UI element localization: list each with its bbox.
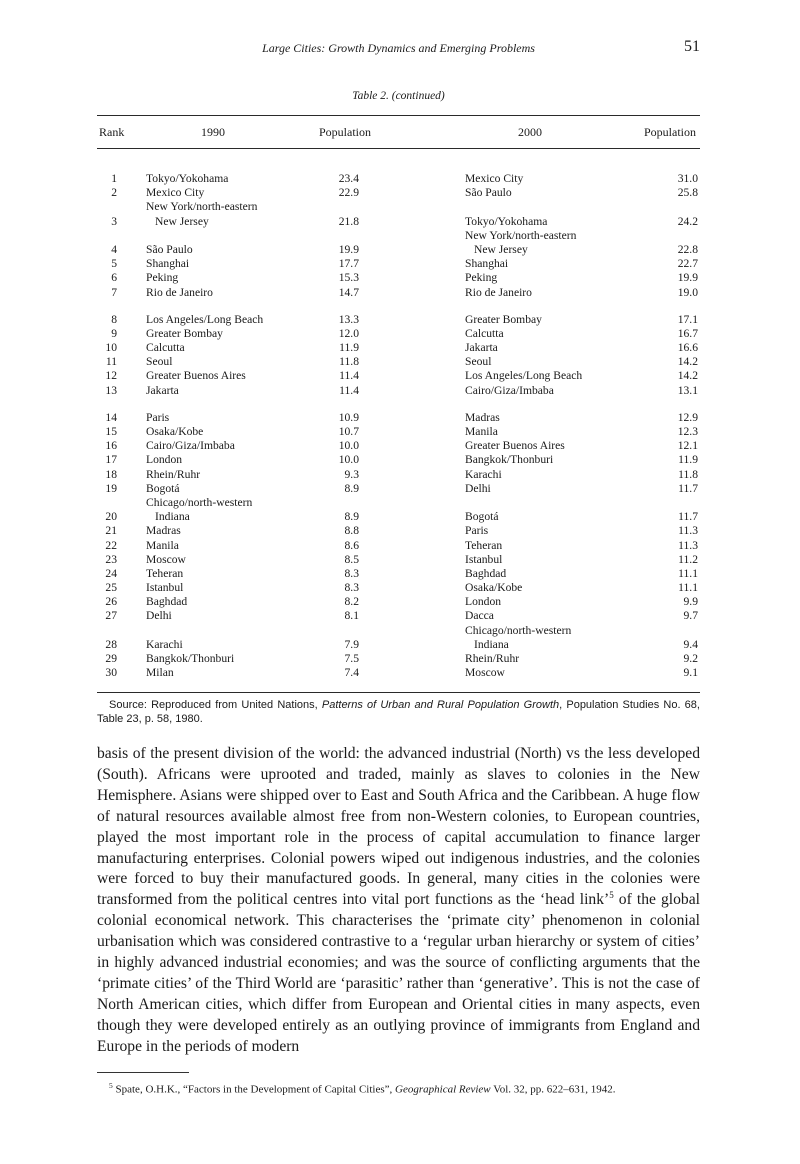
rank-cell: 16 — [105, 439, 117, 453]
population-2000-cell: 14.2 — [677, 355, 698, 369]
table-row — [97, 524, 700, 538]
column-header-population-1990: Population — [319, 125, 372, 139]
city-2000-cell: Mexico City — [465, 172, 524, 185]
population-1990-cell: 8.2 — [344, 595, 359, 609]
footnote-journal: Geographical Review — [395, 1083, 491, 1096]
body-text-part2: of the global colonial economical network. This characterises the ‘primate city’ phenomenon in colonial urbanisation which was considered contrastive to a ‘regular urban hierarchy or system of cities’ in highly advanced industrial economies; and was the source of conflicting arguments that the ‘primate cities’ of the Third World are ‘parasitic’ rather than ‘generative’. This is not the case of North American cities, which differ from European and Oriental cities in many aspects, even though they were developed entirely as an outlying province of immigrants from England and Europe in the periods of modern — [97, 891, 700, 1055]
city-2000-cell: Bangkok/Thonburi — [465, 453, 554, 467]
rank-cell: 3 — [111, 214, 117, 228]
city-1990-cell: Delhi — [146, 609, 172, 623]
table-row — [97, 257, 700, 271]
population-2000-cell: 9.1 — [683, 666, 698, 680]
population-1990-cell: 8.3 — [344, 581, 359, 595]
city-2000-cell: Bogotá — [465, 510, 499, 524]
population-2000-cell: 24.2 — [677, 214, 698, 228]
rank-cell: 14 — [105, 410, 117, 424]
city-1990-cell: New York/north-eastern — [146, 200, 258, 214]
population-2000-cell: 11.1 — [678, 581, 698, 595]
city-2000-cell: Greater Bombay — [465, 312, 542, 326]
table-row — [97, 581, 700, 595]
table-row — [97, 482, 700, 496]
city-2000-cell: Seoul — [465, 355, 492, 369]
city-1990-cell: London — [146, 453, 183, 467]
population-2000-cell: 12.9 — [677, 410, 698, 424]
rank-cell: 18 — [105, 467, 117, 481]
footnote-reference[interactable]: 5 — [609, 890, 614, 901]
rank-cell: 15 — [105, 425, 117, 438]
city-2000-cell: New Jersey — [474, 242, 528, 256]
city-1990-cell: Greater Bombay — [146, 326, 223, 340]
city-1990-cell: Osaka/Kobe — [146, 425, 204, 438]
city-2000-cell: New York/north-eastern — [465, 228, 577, 242]
table-source-note — [97, 698, 700, 726]
population-1990-cell: 21.8 — [338, 214, 359, 228]
population-2000-cell: 11.2 — [678, 552, 698, 566]
table-row — [97, 200, 700, 214]
city-1990-cell: Peking — [146, 271, 179, 285]
population-1990-cell: 7.5 — [344, 652, 359, 665]
footnote-prefix: Spate, O.H.K., “Factors in the Development of Capital Cities”, — [112, 1083, 396, 1096]
city-2000-cell: Delhi — [465, 481, 491, 495]
rank-cell: 6 — [111, 271, 117, 285]
population-1990-cell: 17.7 — [338, 257, 359, 271]
table-row — [97, 186, 700, 200]
city-1990-cell: Karachi — [146, 637, 183, 651]
table-row — [97, 341, 700, 355]
city-2000-cell: São Paulo — [465, 186, 512, 200]
city-2000-cell: Baghdad — [465, 566, 507, 580]
rank-cell: 8 — [111, 312, 117, 326]
rank-cell: 30 — [105, 666, 117, 680]
city-2000-cell: Rhein/Ruhr — [465, 652, 520, 665]
population-2000-cell: 19.9 — [677, 271, 698, 285]
city-2000-cell: Jakarta — [465, 341, 498, 355]
population-2000-cell: 11.3 — [678, 524, 698, 538]
city-1990-cell: Chicago/north-western — [146, 495, 253, 509]
population-1990-cell: 8.6 — [344, 538, 359, 552]
population-2000-cell: 11.3 — [678, 538, 698, 552]
city-1990-cell: Seoul — [146, 355, 173, 369]
city-2000-cell: Osaka/Kobe — [465, 581, 523, 595]
city-2000-cell: Chicago/north-western — [465, 623, 572, 637]
table-row — [97, 638, 700, 652]
population-1990-cell: 10.9 — [338, 410, 359, 424]
source-prefix: Source: Reproduced from United Nations, — [109, 699, 322, 711]
rank-cell: 23 — [105, 552, 117, 566]
city-1990-cell: Indiana — [155, 510, 190, 524]
table-row — [97, 313, 700, 327]
population-1990-cell: 13.3 — [338, 312, 359, 326]
rank-cell: 24 — [105, 566, 117, 580]
rank-cell: 19 — [105, 481, 117, 495]
table-body — [97, 172, 700, 680]
footnote-divider — [97, 1072, 189, 1073]
city-1990-cell: Baghdad — [146, 595, 188, 609]
city-1990-cell: Paris — [146, 410, 170, 424]
population-2000-cell: 11.1 — [678, 566, 698, 580]
city-1990-cell: New Jersey — [155, 214, 209, 228]
population-1990-cell: 11.9 — [339, 341, 359, 355]
column-header-1990: 1990 — [201, 125, 225, 139]
population-2000-cell: 16.6 — [677, 341, 698, 355]
table-row — [97, 439, 700, 453]
table-row — [97, 510, 700, 524]
table-row — [97, 496, 700, 510]
city-1990-cell: Bogotá — [146, 481, 180, 495]
population-1990-cell: 8.5 — [344, 552, 359, 566]
rank-cell: 1 — [111, 172, 117, 185]
source-title: Patterns of Urban and Rural Population Growth — [321, 699, 560, 711]
table-row — [97, 215, 700, 229]
city-2000-cell: Calcutta — [465, 326, 504, 340]
population-2000-cell: 13.1 — [677, 383, 698, 397]
population-1990-cell: 15.3 — [338, 271, 359, 285]
population-2000-cell: 22.8 — [677, 242, 698, 256]
rank-cell: 22 — [105, 538, 117, 552]
rank-cell: 13 — [105, 383, 117, 397]
city-1990-cell: Manila — [146, 538, 179, 552]
population-2000-cell: 12.3 — [677, 425, 698, 438]
city-2000-cell: Manila — [465, 425, 498, 438]
column-header-2000: 2000 — [518, 125, 542, 139]
city-1990-cell: Moscow — [146, 552, 186, 566]
rank-cell: 21 — [105, 524, 117, 538]
city-2000-cell: Karachi — [465, 467, 502, 481]
rank-cell: 10 — [105, 341, 117, 355]
table-row — [97, 384, 700, 398]
city-2000-cell: London — [465, 595, 502, 609]
rank-cell: 28 — [105, 637, 117, 651]
body-paragraph — [97, 744, 700, 1058]
population-1990-cell: 8.8 — [344, 524, 359, 538]
table-row — [97, 652, 700, 666]
table-row — [97, 567, 700, 581]
city-1990-cell: Teheran — [146, 566, 184, 580]
table-row — [97, 411, 700, 425]
table-row — [97, 355, 700, 369]
table-caption: Table 2. (continued) — [352, 90, 445, 102]
table-row — [97, 172, 700, 186]
rank-cell: 12 — [105, 369, 117, 383]
population-2000-cell: 19.0 — [677, 285, 698, 299]
population-2000-cell: 9.9 — [683, 595, 698, 609]
city-1990-cell: Milan — [146, 666, 174, 680]
rank-cell: 26 — [105, 595, 117, 609]
population-1990-cell: 11.4 — [339, 369, 359, 383]
population-1990-cell: 22.9 — [338, 186, 359, 200]
city-1990-cell: Jakarta — [146, 383, 179, 397]
population-2000-cell: 9.4 — [683, 637, 698, 651]
city-1990-cell: Rio de Janeiro — [146, 285, 213, 299]
city-1990-cell: Rhein/Ruhr — [146, 467, 201, 481]
population-2000-cell: 11.8 — [678, 467, 698, 481]
city-2000-cell: Indiana — [474, 637, 509, 651]
city-1990-cell: Tokyo/Yokohama — [146, 172, 229, 185]
table-row — [97, 595, 700, 609]
population-1990-cell: 12.0 — [338, 326, 359, 340]
rank-cell: 5 — [111, 257, 117, 271]
population-1990-cell: 19.9 — [338, 242, 359, 256]
rank-cell: 27 — [105, 609, 117, 623]
table-row — [97, 624, 700, 638]
city-2000-cell: Los Angeles/Long Beach — [465, 369, 583, 383]
table-row — [97, 327, 700, 341]
population-1990-cell: 10.7 — [338, 425, 359, 438]
population-1990-cell: 7.9 — [344, 637, 359, 651]
population-2000-cell: 9.2 — [683, 652, 698, 665]
table-row — [97, 229, 700, 243]
population-1990-cell: 8.3 — [344, 566, 359, 580]
table-bottom-rule — [97, 692, 700, 693]
rank-cell: 9 — [111, 326, 117, 340]
city-2000-cell: Moscow — [465, 666, 505, 680]
city-2000-cell: Dacca — [465, 609, 494, 623]
rank-cell: 29 — [105, 652, 117, 665]
table-row — [97, 609, 700, 623]
footnote-suffix: Vol. 32, pp. 622–631, 1942. — [490, 1083, 616, 1096]
table-row — [97, 271, 700, 285]
city-1990-cell: Madras — [146, 524, 181, 538]
city-1990-cell: Cairo/Giza/Imbaba — [146, 439, 235, 453]
table-header — [97, 125, 700, 141]
rank-cell: 11 — [105, 355, 117, 369]
population-2000-cell: 11.7 — [678, 481, 698, 495]
table-row — [97, 553, 700, 567]
table-header-rule — [97, 148, 700, 149]
rank-cell: 4 — [111, 242, 117, 256]
population-1990-cell: 10.0 — [338, 439, 359, 453]
city-2000-cell: Madras — [465, 410, 500, 424]
city-1990-cell: Calcutta — [146, 341, 185, 355]
table-row — [97, 539, 700, 553]
population-2000-cell: 14.2 — [677, 369, 698, 383]
population-1990-cell: 9.3 — [344, 467, 359, 481]
city-1990-cell: Istanbul — [146, 581, 184, 595]
footnote — [97, 1079, 700, 1097]
page-number: 51 — [684, 38, 700, 55]
city-2000-cell: Cairo/Giza/Imbaba — [465, 383, 554, 397]
rank-cell: 17 — [105, 453, 117, 467]
city-2000-cell: Peking — [465, 271, 498, 285]
city-2000-cell: Istanbul — [465, 552, 503, 566]
table-row — [97, 453, 700, 467]
rank-cell: 20 — [105, 510, 117, 524]
city-2000-cell: Paris — [465, 524, 489, 538]
column-header-population-2000: Population — [643, 125, 696, 139]
city-2000-cell: Shanghai — [465, 257, 509, 271]
table-row — [97, 666, 700, 680]
population-2000-cell: 9.7 — [683, 609, 698, 623]
rank-cell: 7 — [111, 285, 117, 299]
source-suffix: , Population Studies No. 68, Table 23, p. 58, 1980. — [97, 699, 700, 725]
table-row — [97, 286, 700, 300]
population-1990-cell: 23.4 — [338, 172, 359, 185]
population-2000-cell: 11.9 — [678, 453, 698, 467]
table-row — [97, 425, 700, 439]
population-2000-cell: 16.7 — [677, 326, 698, 340]
city-2000-cell: Greater Buenos Aires — [465, 439, 565, 453]
population-2000-cell: 12.1 — [677, 439, 698, 453]
table-top-rule — [97, 115, 700, 116]
population-1990-cell: 11.4 — [339, 383, 359, 397]
population-2000-cell: 11.7 — [678, 510, 698, 524]
city-2000-cell: Teheran — [465, 538, 503, 552]
population-1990-cell: 7.4 — [344, 666, 359, 680]
population-1990-cell: 11.8 — [339, 355, 359, 369]
city-1990-cell: São Paulo — [146, 242, 193, 256]
population-1990-cell: 8.1 — [344, 609, 359, 623]
table-row — [97, 243, 700, 257]
page-header — [97, 38, 700, 58]
running-title: Large Cities: Growth Dynamics and Emerging Problems — [262, 41, 535, 55]
population-2000-cell: 17.1 — [677, 312, 698, 326]
rank-cell: 2 — [111, 186, 117, 200]
population-1990-cell: 10.0 — [338, 453, 359, 467]
city-1990-cell: Mexico City — [146, 186, 205, 200]
population-2000-cell: 31.0 — [677, 172, 698, 185]
city-1990-cell: Shanghai — [146, 257, 190, 271]
population-2000-cell: 25.8 — [677, 186, 698, 200]
city-1990-cell: Los Angeles/Long Beach — [146, 312, 264, 326]
population-2000-cell: 22.7 — [677, 257, 698, 271]
city-2000-cell: Tokyo/Yokohama — [465, 214, 548, 228]
population-1990-cell: 8.9 — [344, 510, 359, 524]
city-1990-cell: Bangkok/Thonburi — [146, 652, 235, 665]
footnote-marker: 5 — [109, 1081, 113, 1090]
rank-cell: 25 — [105, 581, 117, 595]
city-2000-cell: Rio de Janeiro — [465, 285, 532, 299]
table-row — [97, 468, 700, 482]
population-1990-cell: 8.9 — [344, 481, 359, 495]
table-row — [97, 369, 700, 383]
column-header-rank: Rank — [99, 125, 125, 139]
body-text-part1: basis of the present division of the world: the advanced industrial (North) vs the less developed (South). Africans were uprooted and traded, mainly as slaves to colonies in the New Hemisphere. Asians were shipped over to East and South Africa and the Caribbean. A huge flow of natural resources available almost free from non-Western colonies, to European countries, played the most important role in the process of capital accumulation to finance larger manufacturing enterprises. Colonial powers wiped out indigenous industries, and the colonies were forced to buy their manufactured goods. In general, many cities in the colonies were transformed from the political centres into vital port functions as the ‘head link’ — [97, 745, 700, 909]
city-1990-cell: Greater Buenos Aires — [146, 369, 246, 383]
population-1990-cell: 14.7 — [338, 285, 359, 299]
